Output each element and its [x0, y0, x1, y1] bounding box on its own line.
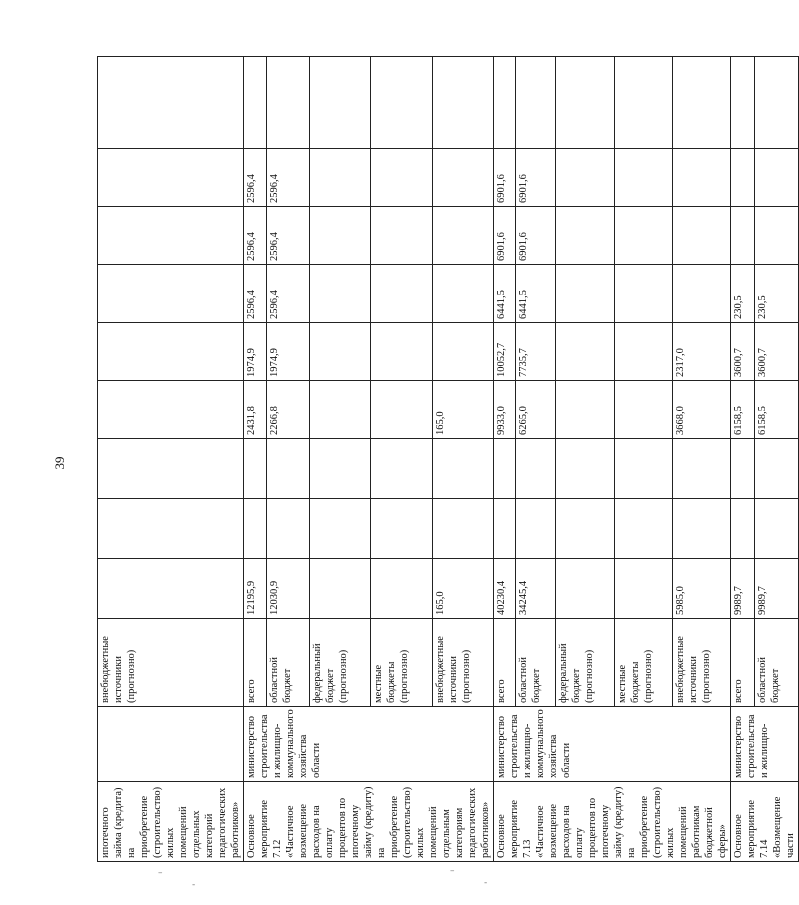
budget-table	[97, 56, 799, 862]
value-cell	[672, 265, 730, 323]
value-cell	[371, 265, 432, 323]
value-cell	[755, 207, 799, 265]
value-cell	[755, 149, 799, 207]
value-cell	[309, 265, 370, 323]
value-cell	[614, 499, 672, 559]
value-cell	[516, 439, 556, 499]
scan-mark: –	[158, 868, 163, 878]
source-cell: внебюджетные источники (прогнозно)	[432, 619, 493, 707]
value-cell	[556, 323, 614, 381]
value-cell	[98, 207, 244, 265]
value-cell	[672, 439, 730, 499]
value-cell: 2317,0	[672, 323, 730, 381]
value-cell: 12030,9	[267, 559, 309, 619]
value-cell	[432, 207, 493, 265]
value-cell: 12195,9	[244, 559, 267, 619]
source-cell: всего	[494, 619, 516, 707]
value-cell	[731, 499, 755, 559]
value-cell: 34245,4	[516, 559, 556, 619]
value-cell	[309, 499, 370, 559]
value-cell: 165,0	[432, 381, 493, 439]
value-cell: 2596,4	[267, 265, 309, 323]
scan-mark: –	[450, 866, 455, 876]
value-cell	[98, 149, 244, 207]
value-cell	[309, 323, 370, 381]
value-cell: 9989,7	[755, 559, 799, 619]
executor-cell	[98, 707, 244, 782]
executor-cell: министерство строительства и жилищно-коммунального хозяйства области	[494, 707, 731, 782]
value-cell: 1974,9	[244, 323, 267, 381]
value-cell	[432, 149, 493, 207]
value-cell	[731, 149, 755, 207]
scan-mark: -	[192, 880, 196, 890]
value-cell	[672, 149, 730, 207]
value-cell: 5985,0	[672, 559, 730, 619]
value-cell: 6901,6	[516, 207, 556, 265]
value-cell	[432, 265, 493, 323]
value-cell: 230,5	[731, 265, 755, 323]
value-cell	[98, 323, 244, 381]
value-cell	[98, 559, 244, 619]
value-cell	[267, 439, 309, 499]
value-cell: 165,0	[432, 559, 493, 619]
source-cell: федеральный бюджет (прогнозно)	[309, 619, 370, 707]
measure-name-cell: Основное мероприятие 7.14 «Возмещение части	[731, 782, 799, 862]
value-cell	[614, 265, 672, 323]
value-cell	[371, 323, 432, 381]
executor-cell: министерство строительства и жилищно-	[731, 707, 799, 782]
value-cell	[309, 381, 370, 439]
value-cell	[614, 207, 672, 265]
value-cell: 1974,9	[267, 323, 309, 381]
value-cell	[672, 207, 730, 265]
value-cell	[244, 439, 267, 499]
value-cell	[731, 57, 755, 149]
value-cell	[614, 439, 672, 499]
value-cell	[556, 149, 614, 207]
value-cell	[371, 381, 432, 439]
value-cell	[672, 499, 730, 559]
source-cell: местные бюджеты (прогнозно)	[614, 619, 672, 707]
value-cell	[614, 559, 672, 619]
value-cell: 3668,0	[672, 381, 730, 439]
value-cell: 7735,7	[516, 323, 556, 381]
executor-cell: министерство строительства и жилищно-коммунального хозяйства области	[244, 707, 494, 782]
value-cell	[98, 381, 244, 439]
value-cell	[309, 439, 370, 499]
value-cell	[614, 323, 672, 381]
value-cell	[267, 57, 309, 149]
measure-name-cell: Основное мероприятие 7.12 «Частичное возмещение расходов на оплату процентов по ипотечному займу (кредиту) на приобретение (строительство) жилых помещений отдельным категориям педагогических работников»	[244, 782, 494, 862]
source-cell: областной бюджет	[267, 619, 309, 707]
measure-name-cell: ипотечного займа (кредита) на приобретение (строительство) жилых помещений отдельных категорий педагогических работников»	[98, 782, 244, 862]
value-cell	[371, 499, 432, 559]
value-cell	[755, 439, 799, 499]
value-cell: 2596,4	[244, 265, 267, 323]
value-cell: 3600,7	[755, 323, 799, 381]
value-cell: 6158,5	[731, 381, 755, 439]
value-cell: 230,5	[755, 265, 799, 323]
source-cell: всего	[244, 619, 267, 707]
value-cell: 2596,4	[267, 149, 309, 207]
value-cell: 6901,6	[494, 149, 516, 207]
table-row	[244, 57, 267, 862]
source-cell: всего	[731, 619, 755, 707]
value-cell: 6901,6	[516, 149, 556, 207]
value-cell: 2431,8	[244, 381, 267, 439]
value-cell: 3600,7	[731, 323, 755, 381]
value-cell	[755, 499, 799, 559]
value-cell: 2596,4	[244, 207, 267, 265]
value-cell	[371, 57, 432, 149]
value-cell: 2266,8	[267, 381, 309, 439]
value-cell	[371, 207, 432, 265]
value-cell	[267, 499, 309, 559]
value-cell: 6441,5	[516, 265, 556, 323]
value-cell: 2596,4	[244, 149, 267, 207]
value-cell	[432, 57, 493, 149]
value-cell	[98, 439, 244, 499]
source-cell: внебюджетные источники (прогнозно)	[98, 619, 244, 707]
page-number: 39	[52, 456, 67, 470]
value-cell	[244, 499, 267, 559]
value-cell: 2596,4	[267, 207, 309, 265]
value-cell	[309, 559, 370, 619]
value-cell	[371, 439, 432, 499]
value-cell: 10052,7	[494, 323, 516, 381]
table-row	[98, 57, 244, 862]
value-cell	[731, 207, 755, 265]
value-cell	[244, 57, 267, 149]
source-cell: местные бюджеты (прогнозно)	[371, 619, 432, 707]
scan-mark: -	[484, 878, 488, 888]
value-cell	[494, 439, 516, 499]
value-cell	[556, 559, 614, 619]
value-cell	[556, 265, 614, 323]
value-cell	[494, 57, 516, 149]
rotated-table-wrapper	[97, 57, 796, 862]
value-cell	[371, 149, 432, 207]
value-cell	[556, 57, 614, 149]
value-cell	[731, 439, 755, 499]
table-row	[731, 57, 755, 862]
value-cell	[614, 381, 672, 439]
value-cell	[494, 499, 516, 559]
value-cell: 40230,4	[494, 559, 516, 619]
value-cell	[98, 499, 244, 559]
value-cell	[516, 499, 556, 559]
value-cell	[98, 57, 244, 149]
value-cell	[98, 265, 244, 323]
value-cell	[614, 149, 672, 207]
value-cell	[309, 149, 370, 207]
value-cell: 6901,6	[494, 207, 516, 265]
source-cell: областной бюджет	[755, 619, 799, 707]
value-cell	[309, 207, 370, 265]
value-cell: 6265,0	[516, 381, 556, 439]
value-cell: 6441,5	[494, 265, 516, 323]
value-cell: 6158,5	[755, 381, 799, 439]
value-cell	[432, 439, 493, 499]
value-cell	[556, 439, 614, 499]
value-cell	[672, 57, 730, 149]
value-cell	[556, 207, 614, 265]
value-cell	[614, 57, 672, 149]
source-cell: внебюджетные источники (прогнозно)	[672, 619, 730, 707]
value-cell	[432, 323, 493, 381]
value-cell: 9989,7	[731, 559, 755, 619]
value-cell	[516, 57, 556, 149]
table-row	[494, 57, 516, 862]
value-cell	[432, 499, 493, 559]
value-cell	[556, 499, 614, 559]
value-cell	[309, 57, 370, 149]
value-cell: 9933,0	[494, 381, 516, 439]
source-cell: областной бюджет	[516, 619, 556, 707]
value-cell	[371, 559, 432, 619]
source-cell: федеральный бюджет (прогнозно)	[556, 619, 614, 707]
value-cell	[556, 381, 614, 439]
measure-name-cell: Основное мероприятие 7.13 «Частичное возмещение расходов на оплату процентов по ипотечному займу (кредиту) на приобретение (строительство) жилых помещений работникам бюджетной сферы»	[494, 782, 731, 862]
value-cell	[755, 57, 799, 149]
